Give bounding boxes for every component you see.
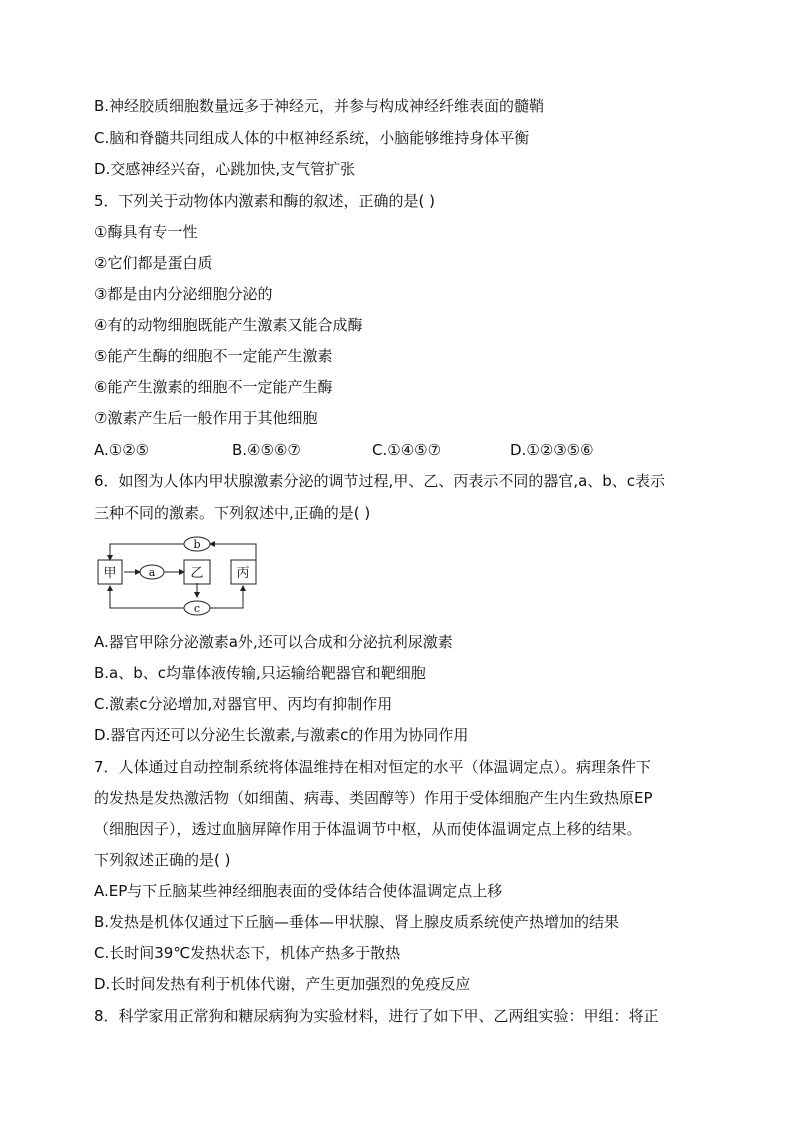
thyroid-regulation-diagram xyxy=(96,535,266,617)
arrow-c-to-jia xyxy=(110,586,184,608)
q5-option-a: A.①②⑤ xyxy=(94,441,150,459)
q5-option-b: B.④⑤⑥⑦ xyxy=(232,441,301,459)
q4-option-b: B.神经胶质细胞数量远多于神经元，并参与构成神经纤维表面的髓鞘 xyxy=(94,97,545,115)
q8-stem-line1: 8．科学家用正常狗和糖尿病狗为实验材料，进行了如下甲、乙两组实验：甲组：将正 xyxy=(94,1007,659,1025)
node-jia-label: 甲 xyxy=(103,566,117,581)
q5-statement: ⑦激素产生后一般作用于其他细胞 xyxy=(94,409,318,427)
q5-statement: ②它们都是蛋白质 xyxy=(94,254,213,272)
q6-stem-line1: 6．如图为人体内甲状腺激素分泌的调节过程,甲、乙、丙表示不同的器官,a、b、c表示 xyxy=(94,472,666,490)
q5-statement: ④有的动物细胞既能产生激素又能合成酶 xyxy=(94,316,363,334)
q5-statement: ①酶具有专一性 xyxy=(94,223,198,241)
q7-stem-line2: 的发热是发热激活物（如细菌、病毒、类固醇等）作用于受体细胞产生内生致热原EP xyxy=(94,789,653,807)
q5-option-c: C.①④⑤⑦ xyxy=(372,441,442,459)
hormone-c-label: c xyxy=(193,602,201,615)
arrow-bing-to-b xyxy=(210,544,256,560)
q6-option-a: A.器官甲除分泌激素a外,还可以合成和分泌抗利尿激素 xyxy=(94,633,453,651)
arrow-c-to-bing xyxy=(210,586,243,608)
q6-stem-line2: 三种不同的激素。下列叙述中,正确的是( ) xyxy=(94,504,371,522)
q7-stem-line1: 7．人体通过自动控制系统将体温维持在相对恒定的水平（体温调定点）。病理条件下 xyxy=(94,758,652,776)
q7-option-d: D.长时间发热有利于机体代谢，产生更加强烈的免疫反应 xyxy=(94,975,471,993)
q7-option-a: A.EP与下丘脑某些神经细胞表面的受体结合使体温调定点上移 xyxy=(94,882,503,900)
node-bing-label: 丙 xyxy=(236,566,250,581)
q5-statement: ⑤能产生酶的细胞不一定能产生激素 xyxy=(94,347,333,365)
q7-option-c: C.长时间39℃发热状态下，机体产热多于散热 xyxy=(94,944,401,962)
q4-option-c: C.脑和脊髓共同组成人体的中枢神经系统，小脑能够维持身体平衡 xyxy=(94,129,530,147)
hormone-b-label: b xyxy=(193,538,201,551)
q5-statement: ③都是由内分泌细胞分泌的 xyxy=(94,285,273,303)
q6-option-c: C.激素c分泌增加,对器官甲、丙均有抑制作用 xyxy=(94,695,393,713)
arrow-b-to-jia xyxy=(110,544,184,560)
q5-stem: 5．下列关于动物体内激素和酶的叙述，正确的是( ) xyxy=(94,192,436,210)
q7-stem-line4: 下列叙述正确的是( ) xyxy=(94,851,231,869)
node-yi-label: 乙 xyxy=(190,566,204,581)
q5-option-d: D.①②③⑤⑥ xyxy=(510,441,594,459)
q5-statement: ⑥能产生激素的细胞不一定能产生酶 xyxy=(94,378,333,396)
hormone-a-label: a xyxy=(148,566,156,579)
q7-option-b: B.发热是机体仅通过下丘脑—垂体—甲状腺、肾上腺皮质系统使产热增加的结果 xyxy=(94,913,620,931)
q7-stem-line3: （细胞因子），透过血脑屏障作用于体温调节中枢，从而使体温调定点上移的结果。 xyxy=(94,820,642,838)
q4-option-d: D.交感神经兴奋，心跳加快,支气管扩张 xyxy=(94,160,356,178)
q6-option-b: B.a、b、c均靠体液传输,只运输给靶器官和靶细胞 xyxy=(94,664,426,682)
q6-option-d: D.器官丙还可以分泌生长激素,与激素c的作用为协同作用 xyxy=(94,726,469,744)
q5-options xyxy=(94,440,694,460)
